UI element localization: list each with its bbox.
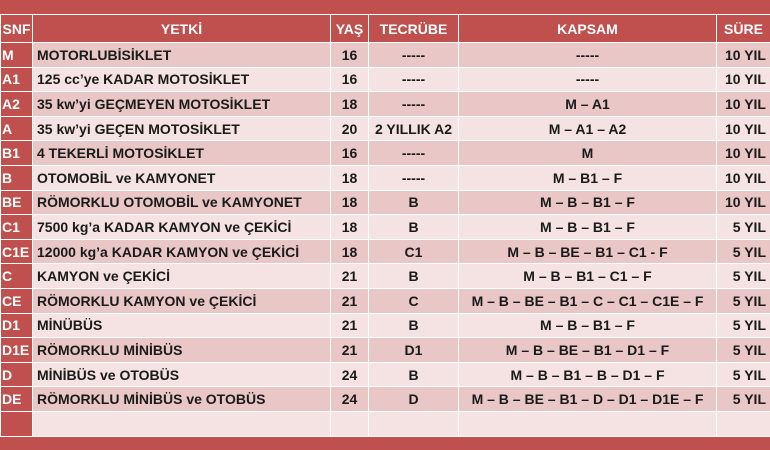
header-snf: SNF [1,15,33,43]
cell-tecrube: ----- [369,141,459,166]
cell-sure: 10 YIL [717,92,770,117]
table-row [1,141,770,166]
cell-tecrube: B [369,215,459,240]
header-sure: SÜRE [717,15,770,43]
table-header-row [1,15,770,43]
cell-yetki: MİNİBÜS ve OTOBÜS [33,362,331,387]
cell-kapsam: M – B – BE – B1 – D – D1 – D1E – F [459,387,717,412]
cell-sure: 5 YIL [717,264,770,289]
cell-tecrube: ----- [369,67,459,92]
license-class-table [0,14,770,437]
cell-kapsam: M [459,141,717,166]
cell-sure: 10 YIL [717,43,770,68]
cell-sure: 5 YIL [717,313,770,338]
cell-kapsam: M – A1 [459,92,717,117]
cell-sure: 10 YIL [717,116,770,141]
cell-yas: 16 [331,141,369,166]
cell-sure: 10 YIL [717,190,770,215]
cell-tecrube: B [369,264,459,289]
header-kapsam: KAPSAM [459,15,717,43]
cell-yetki: RÖMORKLU MİNİBÜS ve OTOBÜS [33,387,331,412]
cell-yetki: MOTORLUBİSİKLET [33,43,331,68]
cell-sure: 5 YIL [717,387,770,412]
cell-yetki: 4 TEKERLİ MOTOSİKLET [33,141,331,166]
cell-tecrube: B [369,190,459,215]
cell-tecrube: 2 YILLIK A2 [369,116,459,141]
cell-kapsam: M – B – BE – B1 – C – C1 – C1E – F [459,288,717,313]
cell-yetki: RÖMORKLU MİNİBÜS [33,338,331,363]
cell-snf: A1 [1,67,33,92]
cell-yas: 18 [331,165,369,190]
cell-snf: D1E [1,338,33,363]
table-row [1,215,770,240]
cell-tecrube: ----- [369,165,459,190]
cell-yas: 21 [331,264,369,289]
cell-snf: C1E [1,239,33,264]
cell-snf: BE [1,190,33,215]
cell-kapsam: ----- [459,43,717,68]
cell-yetki: 7500 kg’a KADAR KAMYON ve ÇEKİCİ [33,215,331,240]
cell-yetki: MİNÜBÜS [33,313,331,338]
cell-yas: 16 [331,43,369,68]
cell-yas: 21 [331,313,369,338]
cell-snf: CE [1,288,33,313]
cell-yetki: KAMYON ve ÇEKİCİ [33,264,331,289]
cell-sure [717,411,770,436]
table-row [1,387,770,412]
cell-yetki: 125 cc’ye KADAR MOTOSİKLET [33,67,331,92]
table-row [1,239,770,264]
cell-snf: DE [1,387,33,412]
cell-yas: 18 [331,239,369,264]
cell-yas: 20 [331,116,369,141]
table-row [1,288,770,313]
table-row [1,165,770,190]
table-row-partial [1,411,770,436]
cell-yetki: 35 kw’yi GEÇEN MOTOSİKLET [33,116,331,141]
cell-sure: 10 YIL [717,165,770,190]
cell-sure: 5 YIL [717,239,770,264]
cell-kapsam: M – B – B1 – F [459,190,717,215]
table-row [1,338,770,363]
cell-yas: 21 [331,288,369,313]
cell-tecrube: D1 [369,338,459,363]
cell-snf: D1 [1,313,33,338]
cell-tecrube [369,411,459,436]
cell-yas [331,411,369,436]
table-row [1,362,770,387]
cell-yetki: RÖMORKLU OTOMOBİL ve KAMYONET [33,190,331,215]
cell-yetki: RÖMORKLU KAMYON ve ÇEKİCİ [33,288,331,313]
cell-yas: 18 [331,92,369,117]
cell-snf: C1 [1,215,33,240]
table-row [1,67,770,92]
cell-snf: M [1,43,33,68]
table-row [1,43,770,68]
cell-snf: A [1,116,33,141]
cell-tecrube: ----- [369,92,459,117]
cell-kapsam: M – B – BE – B1 – C1 - F [459,239,717,264]
cell-yas: 24 [331,362,369,387]
cell-yetki: 12000 kg’a KADAR KAMYON ve ÇEKİCİ [33,239,331,264]
top-title-strip [0,0,770,14]
cell-snf: D [1,362,33,387]
cell-snf [1,411,33,436]
cell-kapsam: M – B – B1 – B – D1 – F [459,362,717,387]
cell-kapsam: M – B – B1 – F [459,215,717,240]
cell-yas: 16 [331,67,369,92]
header-yas: YAŞ [331,15,369,43]
cell-yas: 18 [331,190,369,215]
table-row [1,116,770,141]
cell-sure: 5 YIL [717,215,770,240]
cell-sure: 5 YIL [717,362,770,387]
cell-kapsam: ----- [459,67,717,92]
table-row [1,190,770,215]
cell-tecrube: C1 [369,239,459,264]
cell-tecrube: B [369,362,459,387]
cell-tecrube: D [369,387,459,412]
cell-tecrube: ----- [369,43,459,68]
table-row [1,92,770,117]
cell-snf: B [1,165,33,190]
cell-sure: 5 YIL [717,288,770,313]
cell-tecrube: B [369,313,459,338]
cell-kapsam: M – B – B1 – F [459,313,717,338]
cell-snf: A2 [1,92,33,117]
header-yetki: YETKİ [33,15,331,43]
cell-kapsam: M – B1 – F [459,165,717,190]
cell-snf: C [1,264,33,289]
cell-sure: 10 YIL [717,141,770,166]
cell-snf: B1 [1,141,33,166]
cell-yetki [33,411,331,436]
cell-sure: 10 YIL [717,67,770,92]
cell-yetki: OTOMOBİL ve KAMYONET [33,165,331,190]
cell-yetki: 35 kw’yi GEÇMEYEN MOTOSİKLET [33,92,331,117]
cell-kapsam: M – B – BE – B1 – D1 – F [459,338,717,363]
cell-yas: 21 [331,338,369,363]
table-row [1,313,770,338]
cell-kapsam [459,411,717,436]
cell-kapsam: M – A1 – A2 [459,116,717,141]
header-tecrube: TECRÜBE [369,15,459,43]
cell-yas: 18 [331,215,369,240]
cell-tecrube: C [369,288,459,313]
cell-kapsam: M – B – B1 – C1 – F [459,264,717,289]
cell-sure: 5 YIL [717,338,770,363]
table-row [1,264,770,289]
cell-yas: 24 [331,387,369,412]
